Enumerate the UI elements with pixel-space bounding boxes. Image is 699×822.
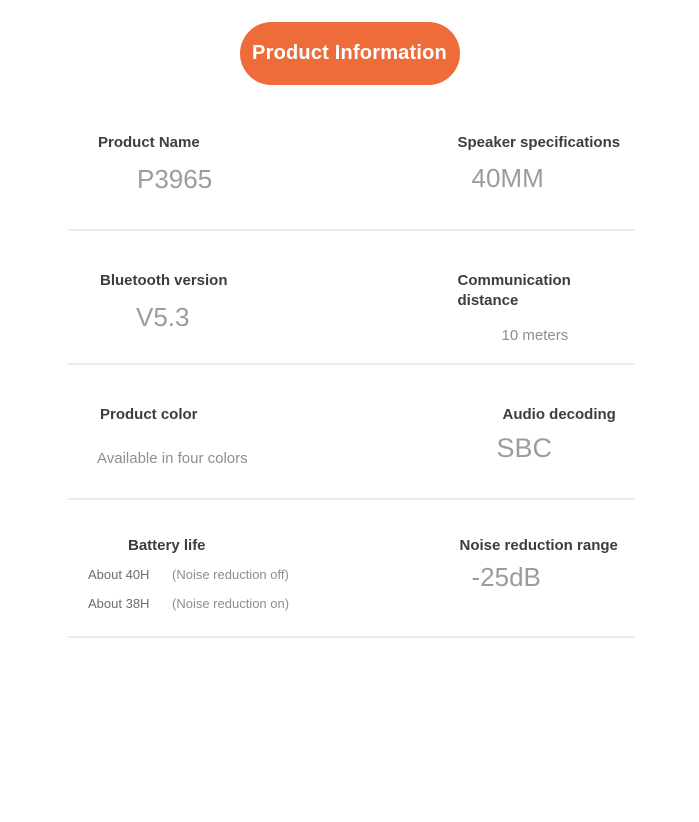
spec-value-bluetooth-version: V5.3: [136, 302, 190, 332]
spec-value-product-color: Available in four colors: [97, 450, 248, 467]
spec-cell-speaker-specifications: [352, 133, 636, 229]
spec-cell-bluetooth-version: [68, 271, 352, 363]
spec-cell-product-color: [68, 405, 352, 498]
spec-row-2: [68, 231, 635, 365]
spec-label-audio-decoding: Audio decoding: [502, 406, 616, 423]
spec-cell-product-name: [68, 133, 352, 229]
product-information-header-pill: [240, 22, 460, 85]
battery-life-hours-off: About 40H: [88, 567, 150, 582]
spec-value-product-name: P3965: [137, 164, 213, 194]
spec-label-noise-reduction-range: Noise reduction range: [459, 537, 618, 554]
spec-label-speaker-specifications: Speaker specifications: [457, 134, 621, 151]
spec-cell-audio-decoding: [352, 405, 636, 498]
battery-life-line-2: [68, 596, 352, 612]
battery-life-hours-on: About 38H: [88, 596, 150, 611]
spec-cell-communication-distance: [352, 271, 636, 363]
battery-life-note-off: (Noise reduction off): [172, 567, 289, 582]
spec-row-1: [68, 85, 635, 231]
spec-label-battery-life: Battery life: [128, 537, 206, 554]
product-information-section: [0, 22, 699, 638]
spec-sheet: [68, 85, 635, 638]
spec-value-noise-reduction-range: -25dB: [471, 562, 541, 592]
spec-row-4: [68, 500, 635, 638]
section-title: Product Information: [252, 42, 447, 64]
spec-value-communication-distance: 10 meters: [501, 327, 569, 344]
battery-life-line-1: [68, 567, 352, 583]
spec-row-3: [68, 365, 635, 500]
battery-life-note-on: (Noise reduction on): [172, 596, 290, 611]
spec-label-communication-distance: Communication distance: [457, 272, 571, 309]
spec-label-product-color: Product color: [100, 406, 198, 423]
spec-value-speaker-specifications: 40MM: [471, 163, 544, 193]
spec-label-bluetooth-version: Bluetooth version: [100, 272, 228, 289]
spec-label-product-name: Product Name: [98, 134, 200, 151]
spec-value-audio-decoding: SBC: [496, 433, 553, 463]
spec-cell-battery-life: [68, 536, 352, 636]
spec-cell-noise-reduction-range: [352, 536, 636, 636]
